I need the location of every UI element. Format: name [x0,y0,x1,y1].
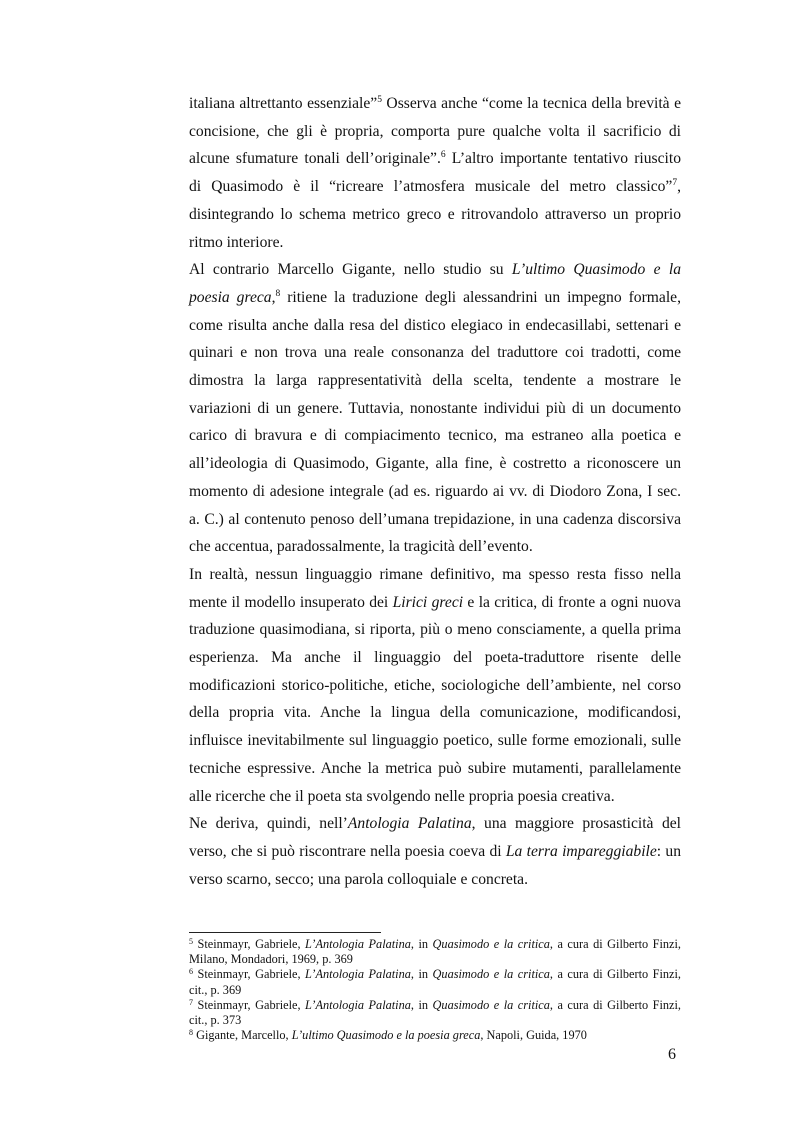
footnote-text: , a cura di Gilberto Finzi, cit., p. 373 [189,997,681,1028]
paragraph-2 [189,256,681,561]
footnote-8 [189,1028,681,1043]
footnote-separator [189,932,381,933]
text-run: Al contrario Marcello Gigante, nello studio su [189,261,512,279]
footnote-ref-6[interactable]: 6 [440,150,446,161]
footnote-text: , in [410,997,433,1012]
paragraph-4 [189,810,681,893]
text-run: , una maggiore prosasticità del verso, che si può riscontrare nella poesia coeva di [189,815,682,860]
footnote-title: Quasimodo e la critica [432,967,550,982]
footnote-number: 7 [189,997,193,1007]
page-number: 6 [668,1046,676,1063]
footnote-5 [189,937,681,967]
book-title: Antologia Palatina [347,815,472,833]
text-run: In realtà, nessun linguaggio rimane definitivo, ma spesso resta fisso nella mente il modello insuperato dei [189,565,681,611]
footnote-title: L’Antologia Palatina [305,937,411,951]
footnote-title: L’Antologia Palatina [305,967,411,982]
book-title: La terra impareggiabile [505,842,657,860]
footnote-text: , in [410,937,433,951]
footnote-text: , a cura di Gilberto Finzi, cit., p. 369 [189,967,681,997]
paragraph-1 [189,90,681,256]
text-run: : un verso scarno, secco; una parola colloquiale e concreta. [189,842,681,888]
footnote-ref-5[interactable]: 5 [377,95,382,105]
book-title: L’ultimo Quasimodo e la poesia greca [189,261,681,306]
paragraph-3 [189,561,681,810]
footnote-ref-7[interactable]: 7 [672,178,678,189]
text-run: , disintegrando lo schema metrico greco e ritrovandolo attraverso un proprio ritmo interiore. [189,178,681,251]
footnote-number: 6 [189,967,193,977]
footnote-number: 5 [189,937,193,946]
footnote-number: 8 [189,1028,193,1038]
footnote-text: Gigante, Marcello, [193,1028,292,1043]
text-run: , [271,288,276,306]
footnote-text: , Napoli, Guida, 1970 [480,1028,587,1043]
text-run: ritiene la traduzione degli alessandrini un impegno formale, come risulta anche dalla resa del distico elegiaco in endecasillabi, settenari e quinari e non trova una reale consonanza del traduttore coi tradotti, come dimostra la larga rappresentatività della scelta, tendente a mostrare le variazioni di un genere. Tuttavia, nonostante individui più di un documento carico di bravura e di compiacimento tecnico, ma estraneo alla poetica e all’ideologia di Quasimodo, Gigante, alla fine, è costretto a riconoscere un momento di adesione integrale (ad es. riguardo ai vv. di Diodoro Zona, I sec. a. C.) al contenuto penoso dell’umana trepidazione, in una cadenza discorsiva che accentua, paradossalmente, la tragicità dell’evento. [189,288,681,556]
footnote-text: , in [410,967,433,982]
text-run: Osserva anche “come la tecnica della brevità e concisione, che gli è propria, comporta pure qualche volta il sacrificio di alcune sfumature tonali dell’originale”. [189,95,682,168]
footnote-text: Steinmayr, Gabriele, [193,997,306,1012]
footnote-text: , a cura di Gilberto Finzi, Milano, Mondadori, 1969, p. 369 [189,937,681,967]
text-run: italiana altrettanto essenziale” [189,95,378,112]
footnote-title: L’ultimo Quasimodo e la poesia greca [291,1028,481,1043]
footnote-title: L’Antologia Palatina [305,997,411,1012]
footnote-text: Steinmayr, Gabriele, [193,967,306,982]
footnote-7 [189,998,681,1028]
footnote-ref-8[interactable]: 8 [275,288,281,299]
text-run: L’altro importante tentativo riuscito di Quasimodo è il “ricreare l’atmosfera musicale del metro classico” [189,150,681,196]
footnote-6 [189,967,681,997]
text-run: Ne deriva, quindi, nell’ [189,815,348,833]
footnote-title: Quasimodo e la critica [432,937,550,951]
footnote-title: Quasimodo e la critica [432,997,550,1012]
footnotes [189,937,681,1043]
text-run: e la critica, di fronte a ogni nuova traduzione quasimodiana, si riporta, più o meno consciamente, a quella prima esperienza. Ma anche il linguaggio del poeta-traduttore risente delle modificazioni storico-politiche, etiche, sociologiche dell’ambiente, nel corso della propria vita. Anche la lingua della comunicazione, modificandosi, influisce inevitabilmente sul linguaggio poetico, sulle forme emozionali, sulle tecniche espressive. Anche la metrica può subire mutamenti, parallelamente alle ricerche che il poeta sta svolgendo nelle propria poesia creativa. [189,593,681,805]
book-title: Lirici greci [392,593,464,611]
footnote-text: Steinmayr, Gabriele, [193,937,306,951]
main-text [189,90,681,893]
